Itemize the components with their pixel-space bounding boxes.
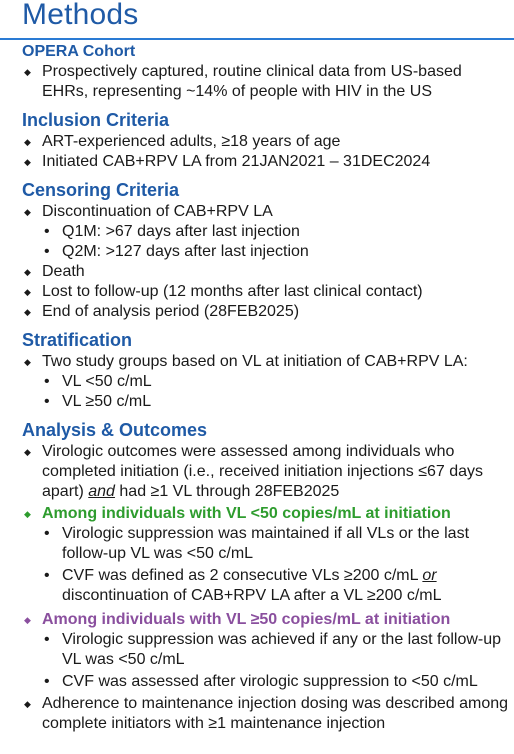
censoring-subitem: • Q1M: >67 days after last injection — [22, 222, 512, 242]
inclusion-item: ◆ ART-experienced adults, ≥18 years of age — [22, 132, 512, 152]
stratification-item: ◆ Two study groups based on VL at initiation of CAB+RPV LA: — [22, 352, 512, 372]
page-title: Methods — [22, 0, 139, 31]
stratification-subitem: • VL <50 c/mL — [22, 372, 512, 392]
inclusion-heading: Inclusion Criteria — [22, 110, 170, 130]
analysis-text: had ≥1 VL through 28FEB2025 — [114, 483, 340, 500]
censoring-item: ◆ Death — [22, 262, 512, 282]
methods-content — [22, 40, 512, 734]
adherence-item: ◆ Adherence to maintenance injection dosing was described among complete initiators with ≥1 maintenance injection — [22, 694, 512, 734]
green-subitem — [22, 566, 512, 606]
green-text: discontinuation of CAB+RPV LA after a VL ≥200 c/mL — [62, 587, 442, 604]
censoring-heading: Censoring Criteria — [22, 180, 180, 200]
green-group-heading: ◆ Among individuals with VL <50 copies/mL at initiation — [22, 504, 512, 524]
analysis-heading: Analysis & Outcomes — [22, 420, 208, 440]
censoring-item: ◆ End of analysis period (28FEB2025) — [22, 302, 512, 322]
inclusion-item: ◆ Initiated CAB+RPV LA from 21JAN2021 – 31DEC2024 — [22, 152, 512, 172]
opera-heading: OPERA Cohort — [22, 43, 136, 60]
purple-subitem: • CVF was assessed after virologic suppression to <50 c/mL — [22, 672, 512, 692]
opera-bullet: ◆ Prospectively captured, routine clinical data from US-based EHRs, representing ~14% of people with HIV in the US — [22, 62, 512, 102]
green-subitem: • Virologic suppression was maintained if all VLs or the last follow-up VL was <50 c/mL — [22, 524, 512, 564]
green-text: CVF was defined as 2 consecutive VLs ≥200 c/mL — [62, 567, 423, 584]
analysis-text: Virologic outcomes were assessed among individuals who completed initiation (i.e., received initiation injections ≤67 days apart) — [42, 443, 484, 500]
censoring-subitem: • Q2M: >127 days after last injection — [22, 242, 512, 262]
censoring-item: ◆ Discontinuation of CAB+RPV LA — [22, 202, 512, 222]
green-emphasis: or — [422, 567, 437, 584]
stratification-subitem: • VL ≥50 c/mL — [22, 392, 512, 412]
stratification-heading: Stratification — [22, 330, 133, 350]
purple-group-heading: ◆ Among individuals with VL ≥50 copies/mL at initiation — [22, 610, 512, 630]
purple-subitem: • Virologic suppression was achieved if any or the last follow-up VL was <50 c/mL — [22, 630, 512, 670]
censoring-item: ◆ Lost to follow-up (12 months after last clinical contact) — [22, 282, 512, 302]
analysis-emphasis: and — [88, 483, 115, 500]
analysis-item — [22, 442, 512, 502]
